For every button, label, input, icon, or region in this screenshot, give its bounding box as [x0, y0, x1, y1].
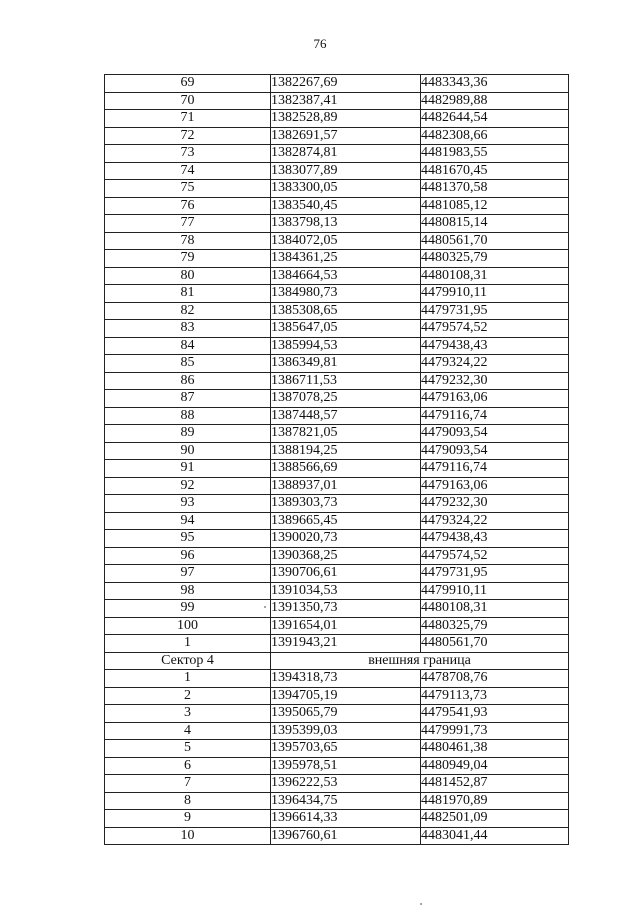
- y-coordinate: 4479910,11: [421, 285, 569, 303]
- y-coordinate: 4479093,54: [421, 442, 569, 460]
- y-coordinate: 4479324,22: [421, 512, 569, 530]
- point-number: 9: [105, 810, 271, 828]
- point-number: 4: [105, 722, 271, 740]
- y-coordinate: 4480108,31: [421, 267, 569, 285]
- x-coordinate: 1382691,57: [271, 127, 421, 145]
- x-coordinate: 1387078,25: [271, 390, 421, 408]
- y-coordinate: 4478708,76: [421, 670, 569, 688]
- y-coordinate: 4479232,30: [421, 495, 569, 513]
- x-coordinate: 1396614,33: [271, 810, 421, 828]
- point-number: 98: [105, 582, 271, 600]
- y-coordinate: 4481085,12: [421, 197, 569, 215]
- y-coordinate: 4480461,38: [421, 740, 569, 758]
- table-row: [105, 565, 569, 583]
- y-coordinate: 4480815,14: [421, 215, 569, 233]
- point-number: 6: [105, 757, 271, 775]
- table-row: [105, 442, 569, 460]
- table-row: [105, 530, 569, 548]
- point-number: 78: [105, 232, 271, 250]
- y-coordinate: 4479438,43: [421, 337, 569, 355]
- point-number: 81: [105, 285, 271, 303]
- table-row: [105, 180, 569, 198]
- point-number: 82: [105, 302, 271, 320]
- y-coordinate: 4482644,54: [421, 110, 569, 128]
- point-number: 97: [105, 565, 271, 583]
- table-row: [105, 285, 569, 303]
- point-number: 8: [105, 792, 271, 810]
- x-coordinate: 1387821,05: [271, 425, 421, 443]
- point-number: 83: [105, 320, 271, 338]
- point-number: 91: [105, 460, 271, 478]
- point-number: 72: [105, 127, 271, 145]
- point-number: 94: [105, 512, 271, 530]
- y-coordinate: 4481452,87: [421, 775, 569, 793]
- point-number: 74: [105, 162, 271, 180]
- table-row: [105, 477, 569, 495]
- table-row: [105, 827, 569, 845]
- page-number: 76: [313, 36, 327, 51]
- table-row: [105, 407, 569, 425]
- table-row: [105, 320, 569, 338]
- coordinates-part1: [105, 75, 569, 653]
- point-number: 5: [105, 740, 271, 758]
- x-coordinate: 1396434,75: [271, 792, 421, 810]
- point-number: 87: [105, 390, 271, 408]
- table-row: [105, 670, 569, 688]
- x-coordinate: 1384664,53: [271, 267, 421, 285]
- table-row: [105, 75, 569, 93]
- point-number: 71: [105, 110, 271, 128]
- point-number: 10: [105, 827, 271, 845]
- x-coordinate: 1396222,53: [271, 775, 421, 793]
- x-coordinate: 1395399,03: [271, 722, 421, 740]
- point-number: 7: [105, 775, 271, 793]
- scan-speck: [264, 606, 266, 608]
- x-coordinate: 1389665,45: [271, 512, 421, 530]
- x-coordinate: 1390368,25: [271, 547, 421, 565]
- table-row: [105, 705, 569, 723]
- point-number: 86: [105, 372, 271, 390]
- y-coordinate: 4479113,73: [421, 687, 569, 705]
- x-coordinate: 1382874,81: [271, 145, 421, 163]
- table-row: [105, 92, 569, 110]
- table-row: [105, 722, 569, 740]
- x-coordinate: 1382267,69: [271, 75, 421, 93]
- y-coordinate: 4479232,30: [421, 372, 569, 390]
- y-coordinate: 4479910,11: [421, 582, 569, 600]
- table-row: [105, 757, 569, 775]
- y-coordinate: 4479574,52: [421, 547, 569, 565]
- y-coordinate: 4479116,74: [421, 407, 569, 425]
- point-number: 100: [105, 617, 271, 635]
- y-coordinate: 4482989,88: [421, 92, 569, 110]
- x-coordinate: 1391654,01: [271, 617, 421, 635]
- point-number: 80: [105, 267, 271, 285]
- point-number: 96: [105, 547, 271, 565]
- x-coordinate: 1384980,73: [271, 285, 421, 303]
- x-coordinate: 1388566,69: [271, 460, 421, 478]
- y-coordinate: 4479574,52: [421, 320, 569, 338]
- table-row: [105, 600, 569, 618]
- y-coordinate: 4481970,89: [421, 792, 569, 810]
- y-coordinate: 4479438,43: [421, 530, 569, 548]
- point-number: 76: [105, 197, 271, 215]
- x-coordinate: 1395978,51: [271, 757, 421, 775]
- point-number: 69: [105, 75, 271, 93]
- x-coordinate: 1382528,89: [271, 110, 421, 128]
- coordinates-table: [104, 74, 569, 845]
- x-coordinate: 1384361,25: [271, 250, 421, 268]
- x-coordinate: 1391034,53: [271, 582, 421, 600]
- coordinates-part2: [105, 670, 569, 845]
- y-coordinate: 4479324,22: [421, 355, 569, 373]
- y-coordinate: 4480325,79: [421, 617, 569, 635]
- x-coordinate: 1388194,25: [271, 442, 421, 460]
- x-coordinate: 1383540,45: [271, 197, 421, 215]
- y-coordinate: 4480561,70: [421, 635, 569, 653]
- table-row: [105, 215, 569, 233]
- table-row: [105, 582, 569, 600]
- sector-header: [105, 652, 569, 670]
- boundary-label: внешняя граница: [271, 652, 569, 670]
- table-row: [105, 460, 569, 478]
- x-coordinate: 1394705,19: [271, 687, 421, 705]
- y-coordinate: 4482501,09: [421, 810, 569, 828]
- y-coordinate: 4481370,58: [421, 180, 569, 198]
- scan-speck: [420, 903, 422, 905]
- table-row: [105, 250, 569, 268]
- y-coordinate: 4479731,95: [421, 302, 569, 320]
- x-coordinate: 1384072,05: [271, 232, 421, 250]
- table-row: [105, 162, 569, 180]
- point-number: 90: [105, 442, 271, 460]
- point-number: 79: [105, 250, 271, 268]
- y-coordinate: 4479731,95: [421, 565, 569, 583]
- x-coordinate: 1382387,41: [271, 92, 421, 110]
- x-coordinate: 1383077,89: [271, 162, 421, 180]
- point-number: 73: [105, 145, 271, 163]
- x-coordinate: 1385308,65: [271, 302, 421, 320]
- point-number: 95: [105, 530, 271, 548]
- table-row: [105, 687, 569, 705]
- table-row: [105, 775, 569, 793]
- x-coordinate: 1386711,53: [271, 372, 421, 390]
- table-row: [105, 302, 569, 320]
- x-coordinate: 1383798,13: [271, 215, 421, 233]
- point-number: 92: [105, 477, 271, 495]
- y-coordinate: 4479116,74: [421, 460, 569, 478]
- table-row: [105, 740, 569, 758]
- table-row: [105, 390, 569, 408]
- y-coordinate: 4480325,79: [421, 250, 569, 268]
- table-row: [105, 425, 569, 443]
- table-row: [105, 145, 569, 163]
- table-row: [105, 810, 569, 828]
- sector-header-row: [105, 652, 569, 670]
- y-coordinate: 4479163,06: [421, 477, 569, 495]
- table-row: [105, 110, 569, 128]
- x-coordinate: 1391943,21: [271, 635, 421, 653]
- table-row: [105, 232, 569, 250]
- x-coordinate: 1387448,57: [271, 407, 421, 425]
- point-number: 2: [105, 687, 271, 705]
- point-number: 85: [105, 355, 271, 373]
- y-coordinate: 4479991,73: [421, 722, 569, 740]
- y-coordinate: 4480108,31: [421, 600, 569, 618]
- point-number: 84: [105, 337, 271, 355]
- point-number: 1: [105, 635, 271, 653]
- y-coordinate: 4479163,06: [421, 390, 569, 408]
- x-coordinate: 1385994,53: [271, 337, 421, 355]
- table-row: [105, 512, 569, 530]
- x-coordinate: 1395703,65: [271, 740, 421, 758]
- x-coordinate: 1386349,81: [271, 355, 421, 373]
- y-coordinate: 4483343,36: [421, 75, 569, 93]
- sector-label: Сектор 4: [105, 652, 271, 670]
- point-number: 93: [105, 495, 271, 513]
- x-coordinate: 1389303,73: [271, 495, 421, 513]
- table-row: [105, 127, 569, 145]
- x-coordinate: 1390706,61: [271, 565, 421, 583]
- point-number: 75: [105, 180, 271, 198]
- table-row: [105, 547, 569, 565]
- x-coordinate: 1395065,79: [271, 705, 421, 723]
- x-coordinate: 1388937,01: [271, 477, 421, 495]
- point-number: 1: [105, 670, 271, 688]
- point-number: 77: [105, 215, 271, 233]
- table-row: [105, 617, 569, 635]
- y-coordinate: 4479541,93: [421, 705, 569, 723]
- point-number: 99: [105, 600, 271, 618]
- table-row: [105, 792, 569, 810]
- y-coordinate: 4482308,66: [421, 127, 569, 145]
- y-coordinate: 4483041,44: [421, 827, 569, 845]
- table-row: [105, 372, 569, 390]
- table-row: [105, 495, 569, 513]
- x-coordinate: 1396760,61: [271, 827, 421, 845]
- table-row: [105, 267, 569, 285]
- point-number: 3: [105, 705, 271, 723]
- point-number: 89: [105, 425, 271, 443]
- table-row: [105, 197, 569, 215]
- table-row: [105, 337, 569, 355]
- y-coordinate: 4481983,55: [421, 145, 569, 163]
- point-number: 88: [105, 407, 271, 425]
- y-coordinate: 4480561,70: [421, 232, 569, 250]
- x-coordinate: 1385647,05: [271, 320, 421, 338]
- y-coordinate: 4481670,45: [421, 162, 569, 180]
- x-coordinate: 1394318,73: [271, 670, 421, 688]
- y-coordinate: 4479093,54: [421, 425, 569, 443]
- y-coordinate: 4480949,04: [421, 757, 569, 775]
- table-row: [105, 355, 569, 373]
- table-row: [105, 635, 569, 653]
- x-coordinate: 1383300,05: [271, 180, 421, 198]
- x-coordinate: 1391350,73: [271, 600, 421, 618]
- point-number: 70: [105, 92, 271, 110]
- x-coordinate: 1390020,73: [271, 530, 421, 548]
